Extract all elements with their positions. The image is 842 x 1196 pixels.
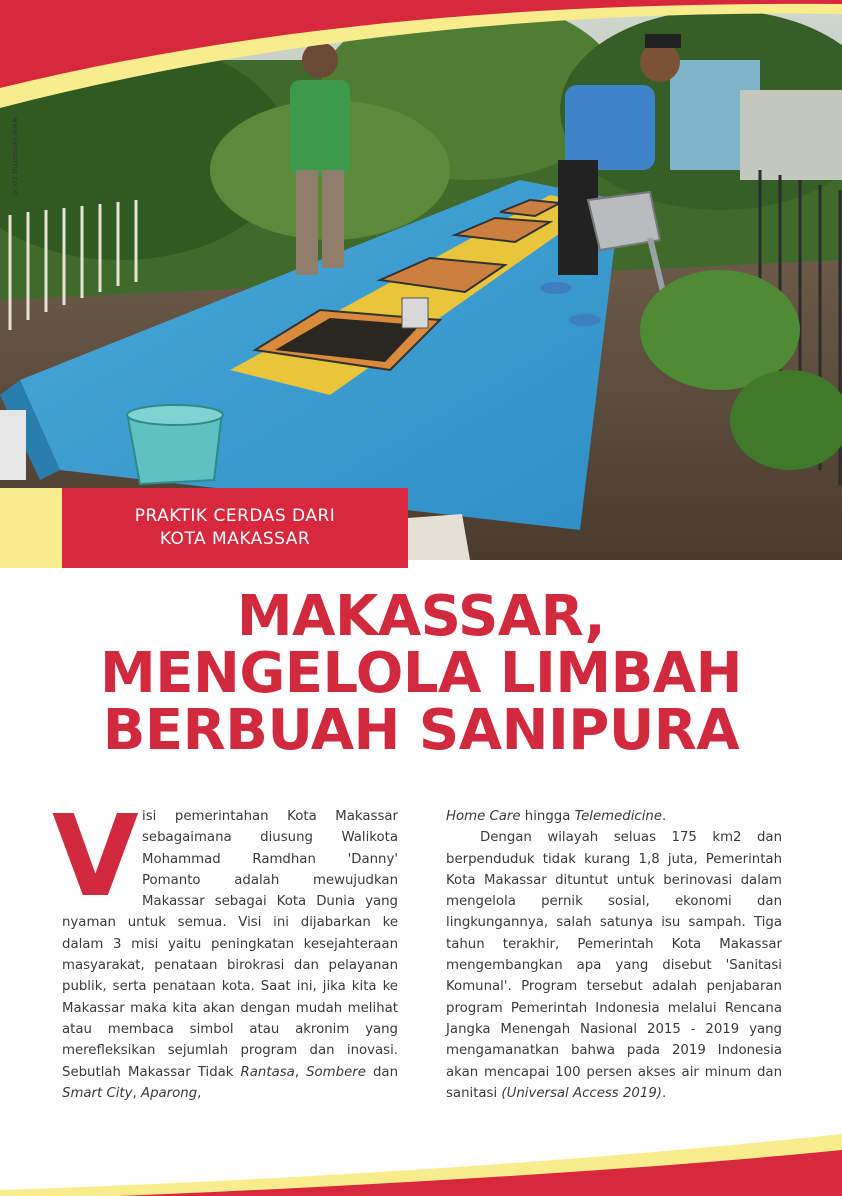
title-line3: BERBUAH SANIPURA: [102, 698, 740, 763]
title-line2: MENGELOLA LIMBAH: [99, 641, 742, 706]
paragraph-1-continued: [446, 806, 782, 827]
drop-cap: V: [52, 792, 139, 922]
section-label-line1: PRAKTIK CERDAS DARI: [134, 506, 336, 526]
term-universal-access: (Universal Access 2019): [501, 1085, 662, 1101]
term-rantasa: Rantasa: [240, 1064, 295, 1080]
term-telemedicine: Telemedicine: [574, 809, 663, 824]
punctuation: .: [661, 1085, 667, 1101]
punctuation: .: [662, 809, 667, 824]
bottom-decorative-swoosh: [0, 1120, 842, 1196]
term-sombere: Sombere: [306, 1064, 366, 1080]
separator: ,: [132, 1085, 141, 1101]
title-line1: MAKASSAR,: [236, 584, 606, 649]
article-column-right: [446, 806, 782, 1104]
punctuation: ,: [197, 1085, 202, 1101]
conjunction: dan: [365, 1064, 398, 1080]
paragraph-1-text: isi pemerintahan Kota Makassar sebagaimana diusung Walikota Mohammad Ramdhan 'Danny' Pomanto adalah mewujudkan Makassar sebagai Kota Dunia yang nyaman untuk semua. Visi ini dijabarkan ke dalam 3 misi yaitu peningkatan kesejahteraan masyarakat, penataan birokrasi dan pelayanan publik, serta penataan kota. Saat ini, jika kita ke Makassar maka kita akan dengan mudah melihat atau membaca simbol atau akronim yang merefleksikan sejumlah program dan inovasi. Sebutlah Makassar Tidak: [62, 809, 398, 1080]
article-column-left: [52, 792, 398, 1104]
yellow-accent-tab: [0, 488, 62, 568]
article-title: [40, 584, 802, 763]
term-smart-city: Smart City: [62, 1085, 133, 1101]
separator: ,: [294, 1064, 307, 1080]
conjunction: hingga: [520, 809, 575, 824]
paragraph-2: [446, 827, 782, 1104]
top-decorative-swoosh: [0, 0, 842, 120]
section-label-box: [62, 488, 408, 568]
photo-credit: www.kenasthp.co.id: [11, 117, 19, 196]
term-aparong: Aparong: [140, 1085, 198, 1101]
term-home-care: Home Care: [446, 809, 521, 824]
section-label-line2: KOTA MAKASSAR: [159, 529, 311, 549]
paragraph-2-text: Dengan wilayah seluas 175 km2 dan berpenduduk tidak kurang 1,8 juta, Pemerintah Kota Makassar dituntut untuk berinovasi dalam mengelola pernik sosial, ekonomi dan lingkungannya, salah satunya isu sampah. Tiga tahun terakhir, Pemerintah Kota Makassar mengembangkan apa yang disebut 'Sanitasi Komunal'. Program tersebut adalah penjabaran program Pemerintah Indonesia melalui Rencana Jangka Menengah Nasional 2015 - 2019 yang mengamanatkan bahwa pada 2019 Indonesia akan mencapai 100 persen akses air minum dan sanitasi: [446, 830, 782, 1101]
